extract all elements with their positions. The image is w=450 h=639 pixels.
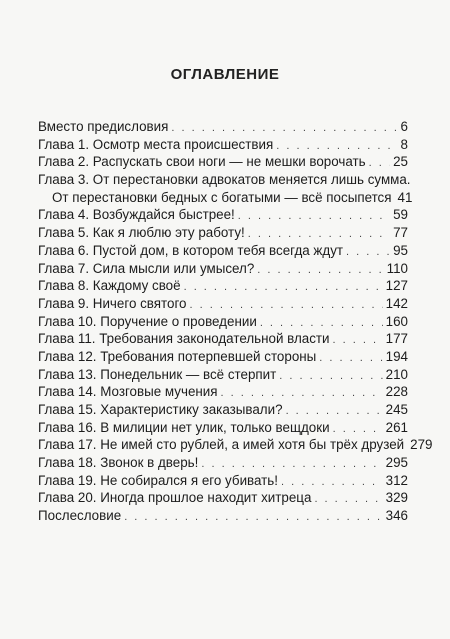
toc-entry-label: Послесловие (38, 508, 122, 524)
toc-entry-label: Глава 12. Требования потерпевшей стороны (38, 348, 317, 364)
toc-entry (38, 507, 408, 525)
toc-entry-label: Глава 14. Мозговые мучения (38, 384, 218, 400)
toc-entry (38, 295, 408, 313)
toc-entry-page: 194 (385, 348, 408, 364)
toc-entry-page: 41 (397, 189, 413, 205)
toc-entry-page: 25 (393, 154, 408, 170)
toc-entry-page: 6 (400, 119, 408, 134)
toc-entry (38, 153, 408, 171)
toc-entry-label: Глава 8. Каждому своё (38, 278, 181, 294)
toc-entry (38, 313, 408, 331)
toc-entry-page: 77 (393, 225, 408, 241)
toc-entry-page: 329 (385, 490, 408, 506)
toc-entry-label: Глава 6. Пустой дом, в котором тебя всегда ждут (38, 242, 344, 258)
toc-entry-page: 127 (385, 278, 408, 294)
toc-entry (38, 242, 408, 260)
toc-entry (38, 489, 408, 507)
toc-entry (38, 472, 408, 490)
toc-entry (38, 136, 408, 154)
toc-leader-dots (319, 350, 382, 368)
toc-entry (38, 330, 408, 348)
toc-entry (38, 260, 408, 278)
toc-entry-label: Глава 10. Поручение о проведении (38, 313, 257, 329)
toc-entry-page: 142 (385, 295, 408, 311)
toc-entry-page: 59 (393, 207, 408, 223)
toc-entry (38, 171, 411, 189)
toc-entry-label: От перестановки бедных с богатыми — всё посыпется (52, 189, 392, 205)
toc-entry-page: 95 (393, 242, 408, 258)
toc-entry-page: 8 (400, 136, 408, 152)
toc-entry-page: 295 (385, 455, 408, 471)
toc-entry-page: 279 (410, 437, 433, 453)
toc-entry-label: Глава 13. Понедельник — всё стерпит (38, 366, 277, 382)
toc-leader-dots (184, 279, 383, 297)
table-of-contents (38, 118, 433, 525)
toc-entry (38, 206, 408, 224)
toc-entry (38, 419, 408, 437)
page-title: ОГЛАВЛЕНИЕ (170, 66, 280, 83)
toc-entry-label: Глава 5. Как я люблю эту работу! (38, 225, 245, 241)
toc-entry (38, 383, 408, 401)
toc-entry-label: Глава 3. От перестановки адвокатов меняется лишь сумма. (38, 172, 411, 188)
toc-leader-dots (333, 332, 383, 350)
toc-entry-label: Глава 2. Распускать свои ноги — не мешки ворочать (38, 154, 366, 170)
toc-entry-page: 261 (385, 419, 408, 435)
toc-entry-label: Глава 19. Не собирался я его убивать! (38, 472, 278, 488)
toc-entry (38, 436, 433, 454)
toc-entry (38, 454, 408, 472)
toc-entry-page: 210 (385, 366, 408, 382)
toc-entry-page: 177 (385, 331, 408, 347)
toc-leader-dots (124, 509, 382, 527)
toc-entry-label: Глава 1. Осмотр места происшествия (38, 136, 274, 152)
toc-entry-label: Глава 4. Возбуждайся быстрее! (38, 207, 235, 223)
toc-entry-page: 312 (385, 472, 408, 488)
toc-leader-dots (238, 208, 390, 226)
toc-entry-label: Глава 9. Ничего святого (38, 295, 187, 311)
toc-entry (38, 277, 408, 295)
toc-entry-page: 160 (385, 313, 408, 329)
toc-entry-page: 110 (386, 260, 408, 276)
toc-entry-label: Глава 7. Сила мысли или умысел? (38, 260, 255, 276)
toc-entry (38, 224, 408, 242)
toc-entry-page: 245 (385, 402, 408, 417)
toc-entry-label: Вместо предисловия (38, 119, 169, 134)
toc-entry-label: Глава 20. Иногда прошлое находит хитреца (38, 490, 312, 506)
toc-entry-page: 228 (385, 384, 408, 400)
toc-entry (38, 189, 413, 207)
toc-leader-dots (346, 244, 390, 262)
toc-entry (38, 118, 408, 136)
toc-entry-page: 346 (385, 508, 408, 524)
toc-entry (38, 401, 408, 419)
toc-entry-label: Глава 15. Характеристику заказывали? (38, 402, 283, 417)
toc-entry-label: Глава 17. Не имей сто рублей, а имей хотя бы трёх друзей (38, 437, 405, 453)
toc-entry-label: Глава 11. Требования законодательной власти (38, 331, 330, 347)
toc-entry (38, 366, 408, 384)
toc-entry-label: Глава 18. Звонок в дверь! (38, 455, 199, 471)
toc-entry (38, 348, 408, 366)
toc-leader-dots (257, 262, 383, 280)
toc-entry-label: Глава 16. В милиции нет улик, только вещдоки (38, 419, 330, 435)
toc-leader-dots (314, 491, 382, 509)
toc-leader-dots (279, 368, 382, 386)
